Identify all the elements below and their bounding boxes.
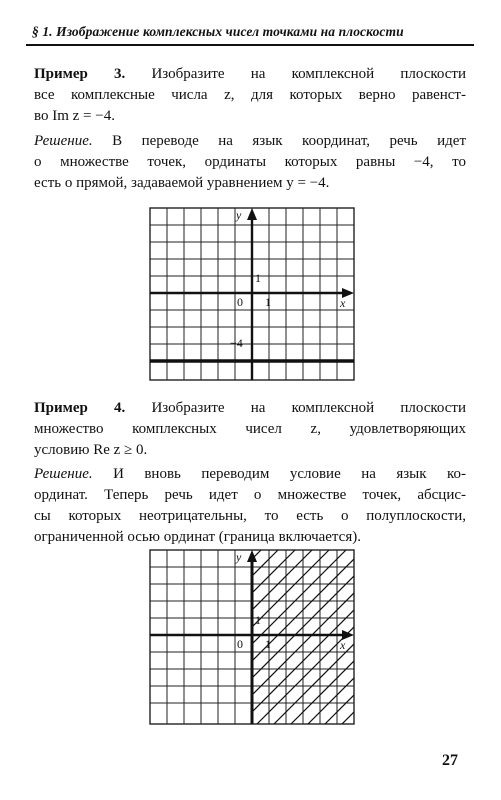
solution-3-line-2: о множестве точек, ординаты которых равны −4, то <box>34 154 466 170</box>
page-number: 27 <box>442 752 458 769</box>
graph-1-y-one-label: 1 <box>255 271 261 285</box>
example-4-statement <box>34 398 466 461</box>
graph-2-x-label: x <box>340 638 346 652</box>
example-4-solution <box>34 464 466 548</box>
graph-1-y-label: y <box>236 208 242 222</box>
y-axis-arrow-icon <box>247 208 257 220</box>
solution-3-line-3: есть о прямой, задаваемой уравнением y = −4. <box>34 175 330 191</box>
solution-4-line-2: ординат. Теперь речь идет о множестве точек, абсцис- <box>34 487 466 503</box>
example-4-line-2: множество комплексных чисел z, удовлетворяющих <box>34 421 466 437</box>
graph-1-origin-label: 0 <box>237 295 243 309</box>
graph-2-x-one-label: 1 <box>265 637 271 651</box>
graph-half-plane-re-z-nonneg <box>148 548 358 726</box>
example-4-line-3: условию Re z ≥ 0. <box>34 442 148 458</box>
graph-2-axes <box>150 550 354 724</box>
solution-4-label: Решение. <box>34 466 93 482</box>
solution-4-line-1 <box>34 464 466 485</box>
example-3-line-3: во Im z = −4. <box>34 108 115 124</box>
graph-1-x-one-label: 1 <box>265 295 271 309</box>
header-title: § 1. Изображение комплексных чисел точками на плоскости <box>32 24 404 39</box>
graph-1-minus-4-label: −4 <box>230 336 243 350</box>
running-header <box>26 20 474 46</box>
solution-4-line-3: сы которых неотрицательны, то есть о полуплоскости, <box>34 508 466 524</box>
graph-line-y-minus-4 <box>148 206 358 382</box>
solution-3-label: Решение. <box>34 133 93 149</box>
solution-3-line-1 <box>34 131 466 152</box>
graph-2-origin-label: 0 <box>237 637 243 651</box>
example-3-text-1: Изобразите на комплексной плоскости <box>151 66 466 82</box>
graph-2-y-one-label: 1 <box>255 613 261 627</box>
solution-4-line-4: ограниченной осью ординат (граница включается). <box>34 529 361 545</box>
solution-4-text-1: И вновь переводим условие на язык ко- <box>113 466 466 482</box>
example-3-line-1 <box>34 64 466 85</box>
example-4-line-1 <box>34 398 466 419</box>
graph-2-y-label: y <box>236 550 242 564</box>
graph-1-axes <box>150 208 354 380</box>
example-3-statement <box>34 64 466 127</box>
header-rule <box>26 44 474 46</box>
example-4-label: Пример 4. <box>34 400 126 416</box>
example-3-solution <box>34 131 466 194</box>
example-3-line-2: все комплексные числа z, для которых верно равенст- <box>34 87 466 103</box>
example-3-label: Пример 3. <box>34 66 126 82</box>
solution-3-text-1: В переводе на язык координат, речь идет <box>112 133 466 149</box>
example-4-text-1: Изобразите на комплексной плоскости <box>151 400 466 416</box>
graph-1-x-label: x <box>340 296 346 310</box>
